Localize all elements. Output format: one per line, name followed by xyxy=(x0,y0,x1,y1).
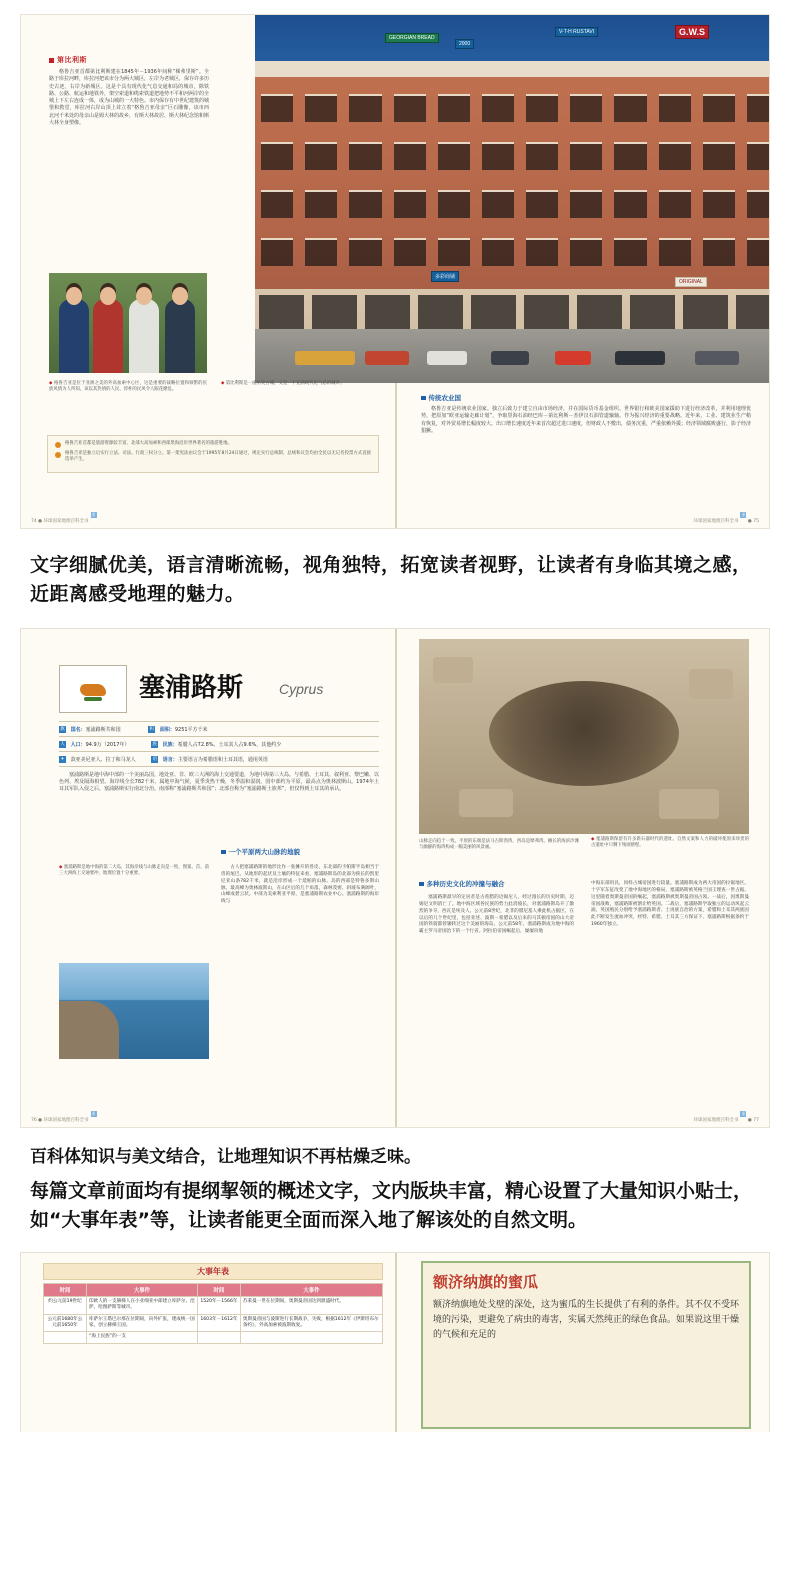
tip-body: 额济纳旗地处戈壁的深处，这为蜜瓜的生长提供了有利的条件。其不仅不受环境的污染，更避免了病虫的毒害，实属天然纯正的绿色食品。如果说这里干燥的气候和充足的 xyxy=(433,1299,740,1341)
article-body-agriculture: 格鲁吉亚是传统农业国家。独立后致力于建立自由市场经济，并在国际货币基金组织、世界银行和欧美国家援助下进行经济改革，并利用地理优势，把原加“欧亚运输走廊计划”，争取里海石油经巴库－第比利斯－杰伊汉石油管道输轴。作为振兴经济的重要战略。近年来，工业、建筑业生产稍有恢复，对外贸易增长幅度较大。出口增长速度近年来首次超过进口速度，但财政人不敷出，债务沉重，严重依赖外援；经济领域腐败盛行，影子经济猖獗。 xyxy=(421,406,752,434)
vehicle xyxy=(615,351,665,365)
pull-quote-1: 文字细腻优美，语言清晰流畅，视角独特，拓宽读者视野，让读者有身临其境之感，近距离感受地理的魅力。 xyxy=(30,554,752,606)
building-facade xyxy=(255,61,770,361)
country-title-en: Cyprus xyxy=(279,680,324,697)
note-item: 格鲁吉亚是独立后实行立法、司法、行政三权分立。第一架宪法由议会于1995年8月24日通过，规定实行总统制，总统和议会均由全民以无记名投票方式直接选举产生。 xyxy=(55,451,371,464)
flag-graphic xyxy=(64,670,122,708)
bullet-icon xyxy=(419,882,424,887)
vehicle xyxy=(491,351,529,365)
table-row: 约公元前19世纪 印欧人的一支赫梯人在小亚细亚中部建立库萨尔、涅萨、哈图萨斯等城市。 1520年－1566年 苏莱曼一世在位期间，奥斯曼帝国达到鼎盛时代。 xyxy=(44,1296,383,1314)
area-icon: 积 xyxy=(149,726,154,732)
island-shape xyxy=(80,684,106,696)
table-header-row xyxy=(44,1283,383,1296)
col-event-1: 大事件 xyxy=(87,1283,198,1296)
vehicle xyxy=(555,351,591,365)
page-root xyxy=(0,14,790,1432)
rock xyxy=(689,669,733,699)
fact-row-1: 旗 国名：塞浦路斯共和国 积 面积：9251平方千米 xyxy=(60,726,208,733)
divider xyxy=(59,721,379,722)
section-heading-agriculture: 传统农业国 xyxy=(421,393,751,402)
window-row xyxy=(255,235,770,269)
sign-rustavi: V-T-H RUSTAVI xyxy=(555,27,598,37)
article-column-left xyxy=(49,55,209,127)
photo-caption-b: ◆ 第比利斯是一座历史古城，又是一个充满现代化气息的城市。 xyxy=(221,381,345,386)
rock xyxy=(459,789,513,817)
olive-branch-shape xyxy=(84,697,102,701)
flag-icon: 旗 xyxy=(60,726,65,732)
rock xyxy=(433,657,473,683)
note-item: 格鲁吉亚首都是旅游资源较丰富，北部大高加索和西部黑海沿岸世界著名的旅游胜地。 xyxy=(55,441,371,448)
col-time-1: 时间 xyxy=(44,1283,87,1296)
sign-2000: 2000 xyxy=(455,39,474,49)
folio-left: 76 ● 环球国家地理百科全书亚洲 xyxy=(31,1110,96,1123)
article-body-tbilisi: 格鲁吉亚首都第比利斯建在1845年－1936年间称“梯弗里斯”。全路于库拉河畔，库拉河把该市分为两大城区，左岸为老城区，保存许多历史古迹，右岸为新城区。这是个具有现代化气息交通和局的城市，除铁路、公路、航运和地铁外，架空索道和缆索铁道把地势不平和河两岸的全城上下左右连成一体，成为山城的一大特色。市内保存有中世纪建筑的城堡和教堂，库拉河右岸山顶上耸立着“格鲁吉亚母亲”巨石雕像，该市西北河千米处的母亲山是姆大林的故乡，有斯大林故居、斯大林纪念馆和斯大林全身塑像。 xyxy=(49,69,210,126)
fact-row-3: ✈ 款亚美尼亚人、拉丁和马龙人 语 语言：主要语言为希腊语和土耳其语，通用英语 xyxy=(60,756,268,763)
photo-archaeological-site xyxy=(419,639,749,834)
photo-girls xyxy=(49,273,207,373)
section-heading-tbilisi: 第比利斯 xyxy=(49,55,209,65)
bullet-dot-icon xyxy=(55,452,61,458)
country-intro-body: 塞浦路斯是地中海中部的一个美丽岛国，地处亚、非、欧三大洲的海上交通要道，为地中海第三大岛。与希腊、土耳其、叙利亚、黎巴嫩、以色列、埃及隔海相望。海岸线全长782千米，属地中海气候，夏季炎热干燥，冬季温和湿润。国中部约为平原，最高点为奥林波斯山。1974年土耳其军队入侵之后，塞浦路斯实行南北分治。南部称“塞浦路斯共和国”；北部自称为“塞浦路斯土族邦”，但仅得到土耳其的承认。 xyxy=(59,771,380,793)
vehicle xyxy=(365,351,409,365)
folio-right: 环球国家地理百科全书亚洲 ● 77 xyxy=(693,1110,759,1123)
book-spread-1 xyxy=(20,14,770,529)
person xyxy=(59,299,89,373)
language-icon: 语 xyxy=(152,756,157,762)
bullet-icon xyxy=(49,58,54,63)
pull-quote-3: 每篇文章前面均有提纲挈领的概述文字，文内版块丰富，精心设置了大量知识小贴士，如“大事年表”等，让读者能更全面而深入地了解该处的自然文明。 xyxy=(30,1179,753,1232)
timeline-table-block xyxy=(43,1263,383,1344)
divider xyxy=(59,736,379,737)
photo-tbilisi-street xyxy=(255,15,770,383)
flag-cyprus-icon xyxy=(59,665,127,713)
section-heading-landform: 一个平原两大山脉的地貌 xyxy=(221,847,379,856)
book-spread-2 xyxy=(20,628,770,1128)
timeline-table xyxy=(43,1283,383,1344)
article-column-right xyxy=(421,393,751,435)
vehicle xyxy=(295,351,355,365)
spread-gutter xyxy=(395,629,397,1127)
divider xyxy=(59,766,379,767)
knowledge-note-box xyxy=(47,435,379,473)
article-body-history-continued: 中海东部用具，同样占城帝国进行较量。塞浦路斯成为两大帝国的拉锯地区。十字军东征改变了地中海地区的格局，塞浦路斯被英格兰国王理查一世占据。这里随着奥斯曼帝国的崛起，塞浦路斯被奥斯曼帝国占领。一战后，因奥斯曼帝国战败，塞浦路斯被割让给英国。二战后，塞浦路斯学取独立的运动风起云涌，英国殖民分别给予塞浦路斯者、土再族自治的方案，希腊和土耳其两族因此不断发生流血冲突，经特、希腊、土耳其三方保证下，塞浦路斯根据条约于1960年独立。 xyxy=(591,880,749,928)
pull-quote-2: 百科体知识与美文结合，让地理知识不再枯燥乏味。 xyxy=(30,1146,421,1167)
excavation-pit xyxy=(489,681,679,786)
window-row xyxy=(255,91,770,125)
person xyxy=(129,299,159,373)
photo-coastline xyxy=(59,963,209,1059)
table-row: “海上民族”的一支 xyxy=(44,1332,383,1343)
book-spread-3 xyxy=(20,1252,770,1432)
photo-caption-sea: ◆ 塞浦路斯是地中海的第二大岛，其海岸线与山脉走向是一致，图案、首、前三大洲海上交通要冲，地理位置十分重要。 xyxy=(59,864,209,877)
bullet-dot-icon xyxy=(55,442,61,448)
folio-left: 74 ● 环球国家地理百科全书亚洲 xyxy=(31,512,96,524)
person xyxy=(93,299,123,373)
bullet-icon xyxy=(221,850,226,855)
timeline-table-title: 大事年表 xyxy=(43,1263,383,1280)
fact-row-2: 人 人口：94.9万（2017年） 族 民族：希腊人占72.8%、土耳其人占9.6%，其他约少 xyxy=(60,741,282,748)
window-row xyxy=(255,187,770,221)
article-body-landform: 古人把塞浦路斯的地形比作一张摊开的兽皮。东北部的卡帕斯半岛相当于兽的尾巴，从地形的起伏及土壤的特征来看，塞浦路斯岛的北部为狭长的凯里尼亚山条782千米，就是沿岸形成一个延帕的山脉。岛的西部是特鲁多斯山脉，最高峰为奥林波斯山，在山区后的几个角落，森林茂密、斜坡布满阔叶，山峰成碧云状。中部为美索利亚平原，是塞浦路斯农业中心。塞浦路斯的海岸线与 xyxy=(221,864,379,905)
tip-title: 额济纳旗的蜜瓜 xyxy=(433,1272,539,1291)
article-body-history: 塞浦路斯最早的定居者是古希腊的迈锡尼人，经过漫长的历史时期，迈锡尼文明消亡了。地中海区域各民族的势力此消彼长，对塞浦路斯岛开了激烈的争夺，西瓦是埃及人、公元前8世纪，北非的腓尼基人乘此机占据区、在以后的几个世纪里，包括亚述、波斯－希腊以及后来的马其顿帝国的山大帝国的铁骑都曾辗转过这个美丽的海岛。公元前58年，塞浦路斯成为地中海的霸主罗马帝国治下的一个行省。阿拉伯帝国崛起后，屡屡向地 xyxy=(419,894,574,935)
sign-georgian-bread: GEORGIAN BREAD xyxy=(385,33,439,43)
divider xyxy=(59,751,379,752)
photo-caption-ruin: ◆ 塞浦路斯保留有许多新石器时代的遗址。自然文案和人力的破坏使原来珍贵的古遗址中只剩下残垣断壁。 xyxy=(591,836,749,849)
country-title-cn: 塞浦路斯 xyxy=(139,672,244,703)
vehicle xyxy=(427,351,467,365)
vehicle xyxy=(695,351,739,365)
sign-shops: 多彩商铺 xyxy=(431,271,459,282)
rock xyxy=(659,789,719,819)
spread-gutter xyxy=(395,1253,397,1432)
table-row: 公元前1680年公元前1650年 库萨尔王塔巴尔那在位期间，向外扩张，建成统一国家，创立赫梯王国。 1603年－1612年 奥斯曼帝国与波斯进行长期战争，失败，根据1612年《伊斯坦布尔条约》，外高加索被波斯收复。 xyxy=(44,1314,383,1332)
col-event-2: 大事件 xyxy=(240,1283,382,1296)
cliff-shape xyxy=(59,1001,119,1059)
sign-original: ORIGINAL xyxy=(675,277,707,287)
window-row xyxy=(255,139,770,173)
person xyxy=(165,299,195,373)
knowledge-tip-card xyxy=(421,1261,751,1429)
ethnic-icon: 族 xyxy=(152,741,157,747)
sign-gws: G.W.S xyxy=(675,25,709,39)
folio-right: 环球国家地理百科全书亚洲 ● 75 xyxy=(693,512,759,524)
section-heading-history: 多种历史文化的冲撞与融合 xyxy=(419,879,574,888)
photo-caption-a: ◆ 格鲁吉亚是位于亚洲之美的外高加索中心区，这是重要的战略位置和频繁的民族风情为人所知。该以其热情的人民、淳朴的民风令人眼花缭乱。 xyxy=(49,381,207,393)
article-body-mid: 山脉走向趋于一致。平原的东端是法马古斯湾湾，西岛是摩弗湾。摊长的海滨沙滩与幽静的海湾构成一幅美丽的风景画。 xyxy=(419,838,579,851)
plane-icon: ✈ xyxy=(60,756,65,762)
col-time-2: 时间 xyxy=(197,1283,240,1296)
population-icon: 人 xyxy=(60,741,65,747)
bullet-icon xyxy=(421,396,426,401)
